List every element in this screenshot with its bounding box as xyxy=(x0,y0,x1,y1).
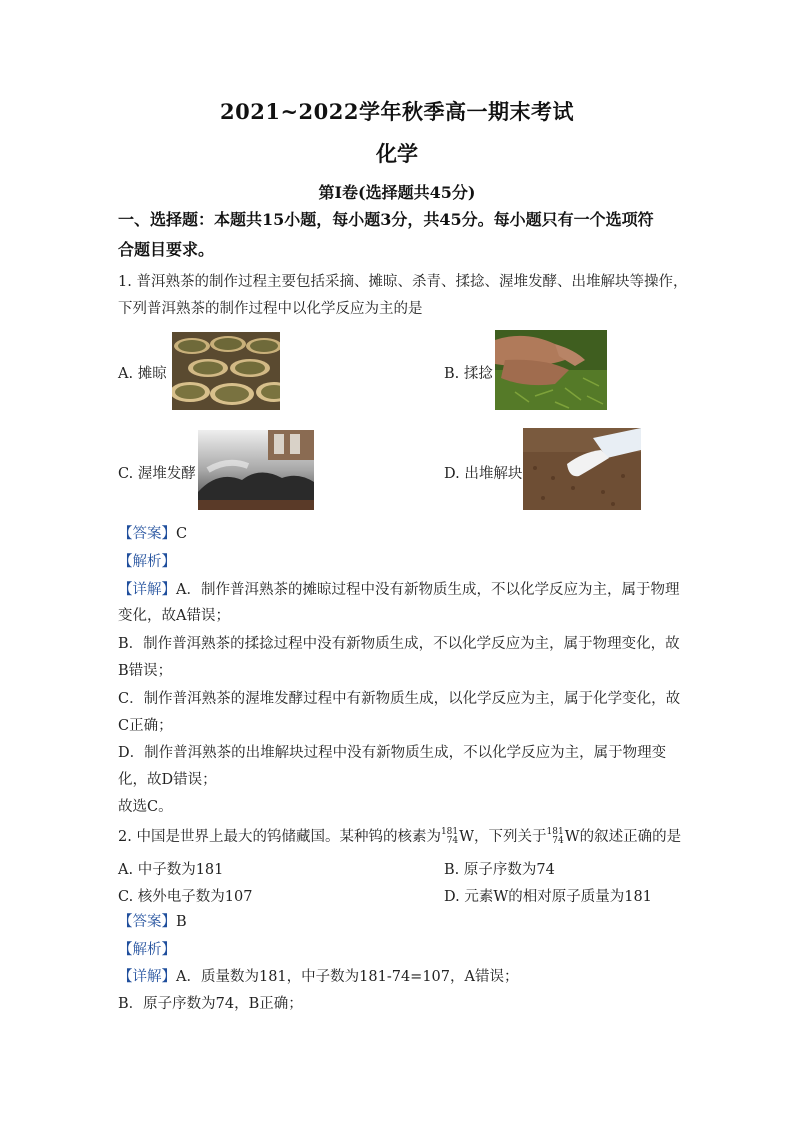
q1-detail-line-2: 变化，故A错误； xyxy=(118,608,230,624)
q2-option-c: C. 核外电子数为107 xyxy=(118,889,253,905)
q2-answer-tag: 【答案】 xyxy=(118,914,176,930)
q2-symbol-1: W xyxy=(459,829,475,845)
q1-option-c-label: C. 渥堆发酵 xyxy=(118,466,196,482)
q1-option-b-image xyxy=(495,330,607,410)
q1-detail-text-1: A．制作普洱熟茶的摊晾过程中没有新物质生成，不以化学反应为主，属于物理 xyxy=(176,582,680,598)
q1-option-d-image xyxy=(523,428,641,510)
q1-detail-line-4: B错误； xyxy=(118,663,173,679)
q1-option-b-label: B. 揉捻 xyxy=(444,366,493,382)
q2-stem-pre: 2. 中国是世界上最大的钨储藏国。某种钨的核素为 xyxy=(118,829,441,845)
q2-answer-line xyxy=(118,912,678,932)
q2-detail-tag: 【详解】 xyxy=(118,969,176,985)
q2-atomic-number-2: 74 xyxy=(552,836,564,846)
q2-mass-number-1: 181 xyxy=(440,827,459,837)
q2-stem-mid: ，下列关于 xyxy=(474,829,547,845)
q1-detail-line-7: D．制作普洱熟茶的出堆解块过程中没有新物质生成，不以化学反应为主，属于物理变 xyxy=(118,745,667,761)
q1-option-d-label: D. 出堆解块 xyxy=(444,466,523,482)
q2-symbol-2: W xyxy=(564,829,580,845)
q1-option-c-image xyxy=(198,430,314,510)
q2-detail-line-2: B．原子序数为74，B正确； xyxy=(118,996,303,1012)
q1-detail-line-9: 故选C。 xyxy=(118,799,173,815)
q2-nuclide-numbers-2 xyxy=(547,828,564,846)
q2-option-d: D. 元素W的相对原子质量为181 xyxy=(444,889,652,905)
q1-detail-line-6: C正确； xyxy=(118,718,173,734)
q2-analysis-tag: 【解析】 xyxy=(118,942,176,958)
q2-mass-number-2: 181 xyxy=(546,827,564,837)
subject-title: 化学 xyxy=(376,141,418,166)
q2-option-a: A. 中子数为181 xyxy=(118,862,224,878)
q1-detail-tag: 【详解】 xyxy=(118,582,176,598)
q1-analysis-tag: 【解析】 xyxy=(118,554,176,570)
q1-answer-line xyxy=(118,524,678,544)
q1-option-a-image xyxy=(172,332,280,410)
q2-option-b: B. 原子序数为74 xyxy=(444,862,555,878)
q1-answer-value: C xyxy=(176,526,188,542)
q2-stem xyxy=(118,827,682,847)
section-heading-line-1: 一、选择题：本题共15小题，每小题3分，共45分。每小题只有一个选项符 xyxy=(118,210,654,229)
q2-stem-post: 的叙述正确的是 xyxy=(579,829,682,845)
q2-atomic-number-1: 74 xyxy=(446,836,459,846)
q2-detail-text-1: A．质量数为181，中子数为181-74=107，A错误； xyxy=(176,969,519,985)
q2-detail-line-1 xyxy=(118,967,678,987)
q2-nuclide-numbers-1 xyxy=(441,828,458,846)
q1-detail-line-5: C．制作普洱熟茶的渥堆发酵过程中有新物质生成，以化学反应为主，属于化学变化，故 xyxy=(118,691,681,707)
volume-title: 第I卷(选择题共45分) xyxy=(318,183,476,202)
q1-stem-line-1: 1. 普洱熟茶的制作过程主要包括采摘、摊晾、杀青、揉捻、渥堆发酵、出堆解块等操作， xyxy=(118,274,688,290)
q1-option-a-label: A. 摊晾 xyxy=(118,366,167,382)
section-heading-line-2: 合题目要求。 xyxy=(118,240,215,259)
q1-detail-line-3: B．制作普洱熟茶的揉捻过程中没有新物质生成，不以化学反应为主，属于物理变化，故 xyxy=(118,636,680,652)
q1-detail-line-8: 化，故D错误； xyxy=(118,772,217,788)
q2-answer-value: B xyxy=(176,914,187,930)
q1-stem-line-2: 下列普洱熟茶的制作过程中以化学反应为主的是 xyxy=(118,301,423,317)
q1-detail-line-1 xyxy=(118,580,678,600)
q1-answer-tag: 【答案】 xyxy=(118,526,176,542)
exam-title: 2021~2022学年秋季高一期末考试 xyxy=(220,99,574,124)
